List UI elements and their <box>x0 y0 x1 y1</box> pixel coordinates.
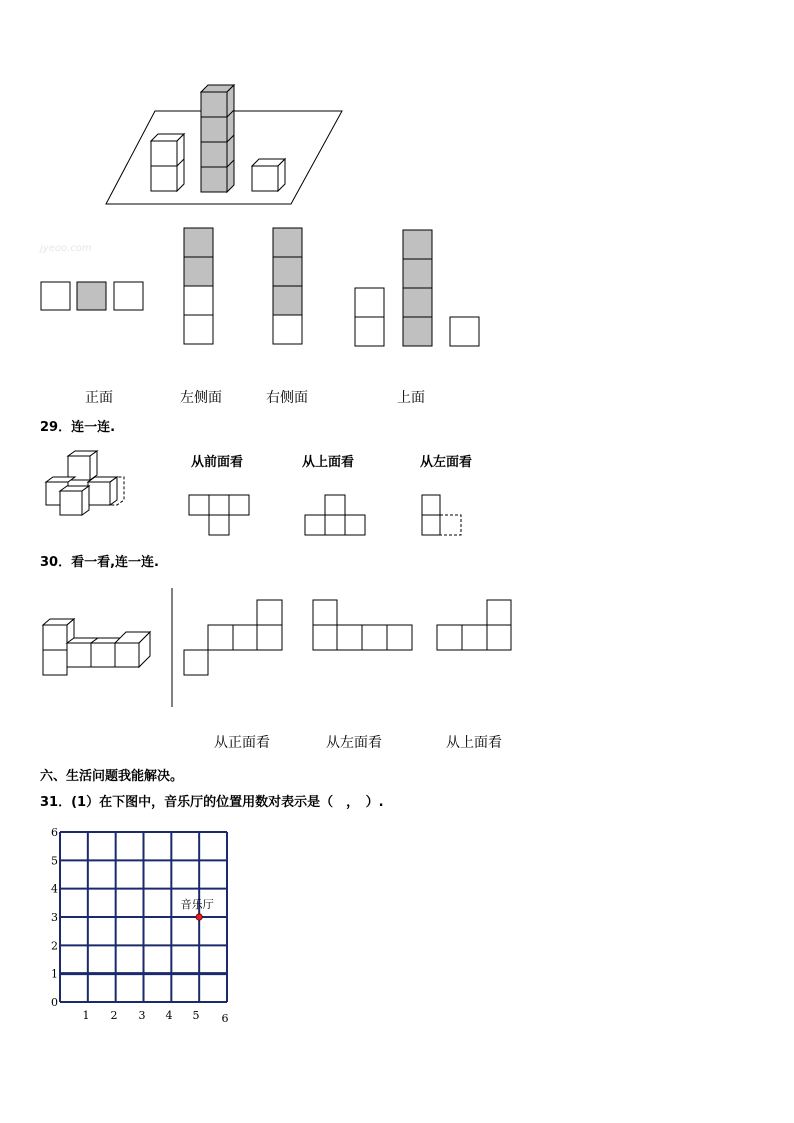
y-tick-label: 5 <box>51 854 58 868</box>
question-29-title: 29．连一连. <box>40 420 116 435</box>
q30-label-front: 从正面看 <box>214 735 270 751</box>
view-label-front: 正面 <box>85 390 113 406</box>
q29-head-top: 从上面看 <box>302 455 355 470</box>
y-tick-label: 2 <box>51 939 58 953</box>
y-tick-label: 1 <box>51 967 58 981</box>
x-tick-label: 3 <box>138 1009 146 1022</box>
question-31-title: 31．(1）在下图中，音乐厅的位置用数对表示是（ ， ）. <box>40 795 384 810</box>
view-label-right-side: 右侧面 <box>266 390 308 406</box>
q29-head-front: 从前面看 <box>191 455 244 470</box>
x-tick-label: 6 <box>221 1012 229 1025</box>
q30-label-left: 从左面看 <box>326 735 382 751</box>
watermark: jyeoo.com <box>40 243 92 254</box>
x-tick-label: 2 <box>110 1009 118 1022</box>
question-30-title: 30．看一看,连一连. <box>40 555 159 570</box>
q29-head-left: 从左面看 <box>420 455 473 470</box>
concert-hall-point <box>196 914 202 920</box>
section-6-title: 六、生活问题我能解决。 <box>40 769 184 784</box>
x-tick-label: 1 <box>82 1009 90 1022</box>
q30-label-top: 从上面看 <box>446 735 502 751</box>
view-label-top: 上面 <box>397 390 425 406</box>
y-tick-label: 3 <box>51 911 58 924</box>
y-tick-label: 4 <box>51 882 58 896</box>
y-tick-label: 6 <box>51 826 58 839</box>
concert-hall-label: 音乐厅 <box>180 898 214 911</box>
y-tick-label: 0 <box>51 996 58 1009</box>
x-tick-label: 5 <box>192 1009 200 1022</box>
x-tick-label: 4 <box>165 1009 173 1022</box>
view-label-left-side: 左侧面 <box>180 390 222 406</box>
